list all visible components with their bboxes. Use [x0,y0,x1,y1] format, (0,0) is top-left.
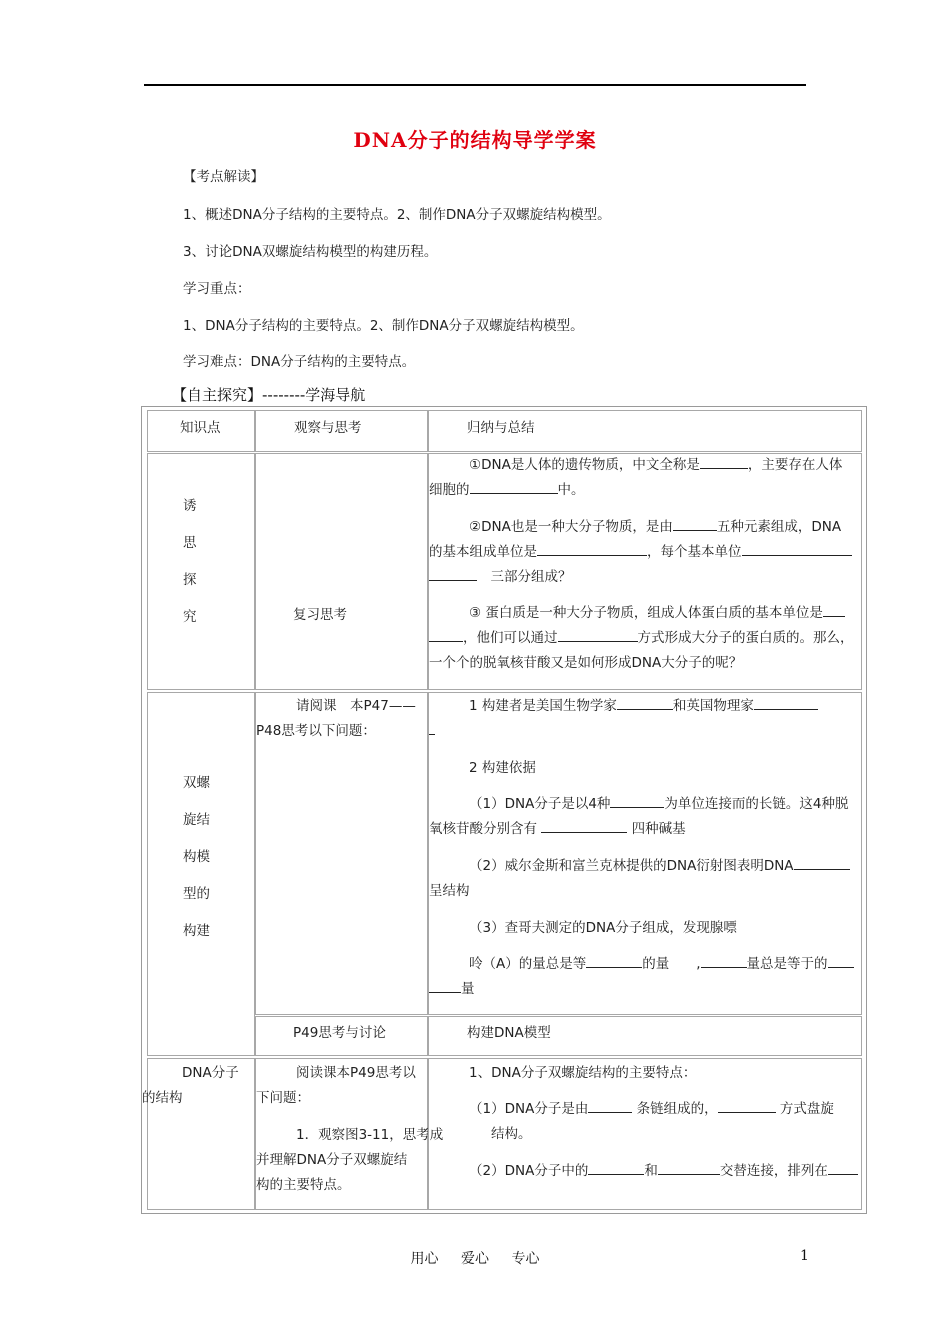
study-table [141,406,867,1214]
row3-feature-2: （2）DNA分子中的 和 交替连接，排列在 [429,1159,863,1184]
row2-observe-cell [255,692,428,1015]
row2-builders: 1 构建者是美国生物学家 和英国物理家 [429,694,863,744]
header-cell-summary [428,410,862,452]
header-observe: 观察与思考 [294,420,362,436]
row2-sub-observe-cell [255,1016,428,1056]
row2-basis-1: （1）DNA分子是以4种 为单位连接而的长链。这4种脱 氧核苷酸分别含有 四种碱基 [429,792,863,842]
header-topic: 知识点 [180,420,221,436]
header-rule [144,84,806,86]
row3-features-heading: 1、DNA分子双螺旋结构的主要特点： [469,1065,697,1081]
document-title: DNA分子的结构导学学案 [353,128,597,152]
row2-topic-cell [147,692,255,1056]
row3-observe-cell [255,1058,444,1210]
section-heading: 【自主探究】--------学海导航 [172,386,366,404]
row3-topic-cell [142,1058,255,1210]
learning-goal-2: 3、讨论DNA双螺旋结构模型的构建历程。 [183,244,438,260]
row2-sub-summary-cell [428,1016,862,1056]
row3-observe: 阅读课本P49思考以 下问题： [256,1065,416,1106]
row1-q3: ③ 蛋白质是一种大分子物质，组成人体蛋白质的基本单位是 ，他们可以通过 方式形成大分子的蛋白质的。那么， 一个个的脱氧核苷酸又是如何形成DNA大分子的呢？ [429,601,863,676]
row3-observe-task: 1．观察图3-11，思考成 并理解DNA分子双螺旋结 构的主要特点。 [256,1127,444,1193]
row2-sub-observe: P49思考与讨论 [293,1025,386,1041]
difficulty-text: 学习难点：DNA分子结构的主要特点。 [183,354,416,370]
row2-basis-4: 呤（A）的量总是等 的量 , 量总是等于的 量 [429,952,863,1002]
header-cell-topic [147,410,255,452]
row1-summary-cell [428,453,862,690]
header-cell-observe [255,410,428,452]
row2-summary-cell [428,692,862,1015]
row2-sub-summary: 构建DNA模型 [467,1025,551,1041]
focus-text: 1、DNA分子结构的主要特点。2、制作DNA分子双螺旋结构模型。 [183,318,584,334]
row1-q1: ①DNA是人体的遗传物质，中文全称是 ，主要存在人体 细胞的 中。 [429,453,863,503]
row3-topic: DNA分子 的结构 [142,1065,239,1106]
learning-goal-1: 1、概述DNA分子结构的主要特点。2、制作DNA分子双螺旋结构模型。 [183,207,611,223]
header-summary: 归纳与总结 [467,420,535,436]
row3-feature-1: （1）DNA分子是由 条链组成的， 方式盘旋 结构。 [429,1097,863,1147]
row2-topic: 双螺 旋结 构模 型的 构建 [183,775,210,939]
key-points-heading: 【考点解读】 [183,169,264,185]
row1-q2: ②DNA也是一种大分子物质，是由 五种元素组成，DNA 的基本组成单位是 ，每个基本单位 三部分组成？ [429,515,863,590]
row2-basis-3: （3）查哥夫测定的DNA分子组成，发现腺嘌 [469,920,737,936]
row2-basis-heading: 2 构建依据 [469,760,536,776]
row1-observe: 复习思考 [293,607,347,623]
row3-summary-cell [428,1058,862,1210]
page-footer: 用心 爱心 专心 [410,1251,540,1267]
page-number: 1 [800,1248,809,1264]
focus-label: 学习重点： [183,281,251,297]
row1-topic: 诱 思 探 究 [183,498,197,625]
row1-topic-cell [147,453,255,690]
row1-observe-cell [255,453,428,690]
row2-observe: 请阅课 本P47—— P48思考以下问题： [256,698,416,739]
row2-basis-2: （2）威尔金斯和富兰克林提供的DNA衍射图表明DNA 呈结构 [429,854,863,904]
